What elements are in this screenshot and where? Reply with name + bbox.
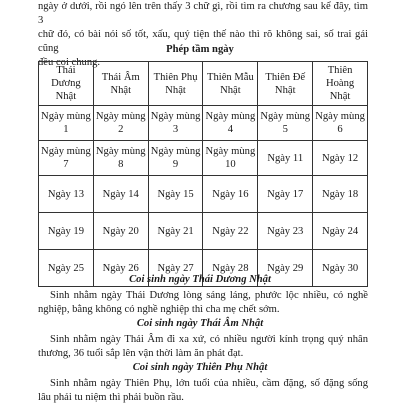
table-row [39, 141, 368, 176]
table-row [39, 106, 368, 141]
table-cell: Ngày mùng 3 [148, 106, 203, 141]
table-cell: Ngày 12 [313, 141, 368, 176]
table-row [39, 213, 368, 250]
table-cell: Ngày 23 [258, 213, 313, 250]
table-title: Phép tầm ngày [166, 44, 234, 55]
section-heading: Coi sinh ngày Thái Dương Nhật [129, 274, 271, 285]
intro-line: đều coi chung. [38, 57, 101, 68]
table-cell: Ngày mùng 1 [39, 106, 94, 141]
header-cell: Thiên Hoàng Nhật [313, 62, 368, 106]
table-cell: Ngày mùng 9 [148, 141, 203, 176]
header-cell: Thái Âm Nhật [93, 62, 148, 106]
table-cell: Ngày 15 [148, 176, 203, 213]
table-cell: Ngày 26 [93, 250, 148, 287]
table-row [39, 176, 368, 213]
table-cell: Ngày 18 [313, 176, 368, 213]
table-cell: Ngày 20 [93, 213, 148, 250]
table-cell: Ngày 29 [258, 250, 313, 287]
table-header-row [39, 62, 368, 106]
table-cell: Ngày 24 [313, 213, 368, 250]
table-cell: Ngày 17 [258, 176, 313, 213]
intro-line: ngày ở dưới, rồi ngó lên trên thấy 3 chữ gì, rồi tìm ra chương sau kể đây, tìm 3 [38, 1, 368, 26]
day-lookup-table [38, 61, 368, 287]
table-cell: Ngày 11 [258, 141, 313, 176]
header-cell: Thái Dương Nhật [39, 62, 94, 106]
table-cell: Ngày 22 [203, 213, 258, 250]
header-cell: Thiên Đế Nhật [258, 62, 313, 106]
table-cell: Ngày 19 [39, 213, 94, 250]
table-cell: Ngày 28 [203, 250, 258, 287]
table-cell: Ngày 16 [203, 176, 258, 213]
table-cell: Ngày mùng 10 [203, 141, 258, 176]
header-cell: Thiên Phụ Nhật [148, 62, 203, 106]
table-cell: Ngày 27 [148, 250, 203, 287]
table-cell: Ngày mùng 7 [39, 141, 94, 176]
table-cell: Ngày 14 [93, 176, 148, 213]
table-cell: Ngày 30 [313, 250, 368, 287]
section-body: Sinh nhằm ngày Thái Âm đi xa xứ, có nhiều người kính trọng quý nhân thương, 36 tuổi sắp lên vận thời làm ăn phát đạt. [38, 334, 368, 359]
table-cell: Ngày mùng 6 [313, 106, 368, 141]
intro-paragraph [38, 0, 368, 70]
section-body: Sinh nhằm ngày Thái Dương lòng sáng láng, phước lộc nhiều, có nghề nghiệp, bằng không có nghề nghiệp thì cha mẹ chết sớm. [38, 290, 368, 315]
table-cell: Ngày 13 [39, 176, 94, 213]
table-cell: Ngày mùng 5 [258, 106, 313, 141]
section-body: Sinh nhằm ngày Thiên Phụ, lớn tuổi của nhiều, cầm đặng, số đặng sống lâu phải tu niệm thì phải buồn rầu. [38, 378, 368, 403]
header-cell: Thiên Mẫu Nhật [203, 62, 258, 106]
table-cell: Ngày mùng 4 [203, 106, 258, 141]
section-heading: Coi sinh ngày Thiên Phụ Nhật [132, 362, 268, 373]
table-cell: Ngày mùng 8 [93, 141, 148, 176]
section-heading: Coi sinh ngày Thái Âm Nhật [136, 318, 264, 329]
table-cell: Ngày 21 [148, 213, 203, 250]
intro-line: chữ đó, có bài nói số tốt, xấu, quý tiện thế nào thì rõ không sai, số trai gái cũng [38, 29, 368, 54]
table-cell: Ngày 25 [39, 250, 94, 287]
table-cell: Ngày mùng 2 [93, 106, 148, 141]
